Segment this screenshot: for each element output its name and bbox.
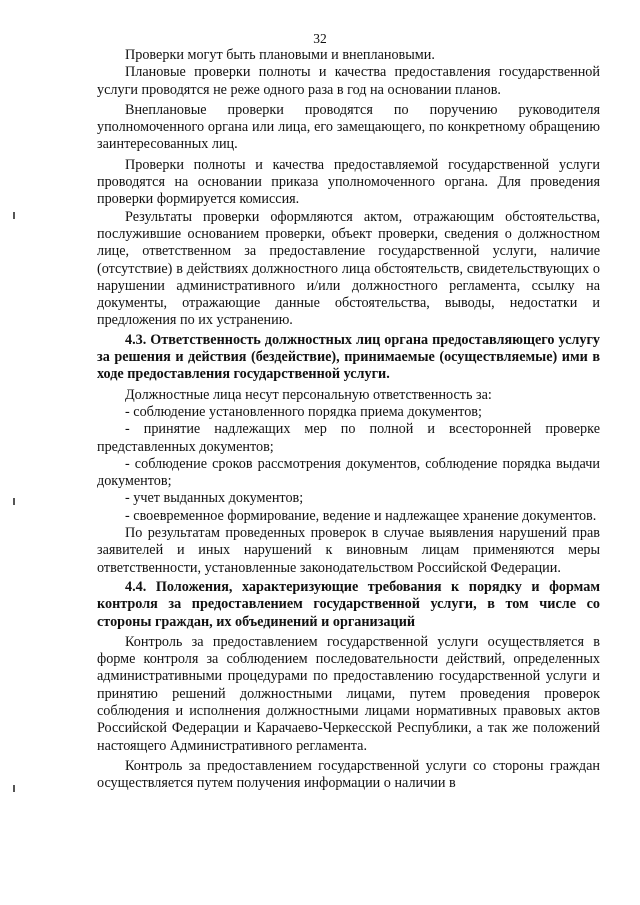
paragraph-violation-measures: По результатам проведенных проверок в случае выявления нарушений прав заявителей и иных нарушений к виновным лицам применяются меры ответственности, установленные законодательством Российской Федерации. [97,525,600,576]
responsibility-item: - соблюдение установленного порядка приема документов; [125,403,482,420]
paragraph-inspection-results: Результаты проверки оформляются актом, отражающим обстоятельства, послужившие основанием проверки, объект проверки, сведения о должностном лице, ответственном за предоставление государственной услуги, наличие (отсутствие) в действиях должностного лица обстоятельств, свидетельствующих о нарушении административного и/или должностного регламента, ссылку на документы, отражающие данные обстоятельства, выводы, недостатки и предложения по их устранению. [97,208,600,329]
responsibility-item: - своевременное формирование, ведение и надлежащее хранение документов. [125,507,597,524]
paragraph-unplanned-inspections: Внеплановые проверки проводятся по поручению руководителя уполномоченного органа или лица, его замещающего, по конкретному обращению заинтересованных лиц. [97,101,600,153]
page-number: 32 [313,31,327,46]
paragraph-planned-inspections: Плановые проверки полноты и качества предоставления государственной услуги проводятся не реже одного раза в год на основании планов. [97,64,600,98]
responsibility-item: - соблюдение сроков рассмотрения документов, соблюдение порядка выдачи документов; [97,455,600,490]
section-4-4-heading: 4.4. Положения, характеризующие требования к порядку и формам контроля за предоставлением государственной услуги, в том числе со стороны граждан, их объединений и организаций [97,578,600,630]
margin-mark [13,212,15,219]
responsibility-item: - принятие надлежащих мер по полной и всесторонней проверке представленных документов; [97,421,600,455]
margin-mark [13,498,15,505]
section-4-3-heading: 4.3. Ответственность должностных лиц органа предоставляющего услугу за решения и действия (бездействие), принимаемые (осуществляемые) ими в ходе предоставления государственной услуги. [97,331,600,383]
paragraph-inspection-basis: Проверки полноты и качества предоставляемой государственной услуги проводятся на основании приказа уполномоченного органа. Для проведения проверки формируется комиссия. [97,156,600,208]
responsibility-intro: Должностные лица несут персональную ответственность за: [125,386,492,403]
document-body [97,47,600,792]
margin-mark [13,785,15,792]
responsibility-item: - учет выданных документов; [125,490,304,507]
paragraph-inspection-types: Проверки могут быть плановыми и внеплановыми. [125,47,435,63]
paragraph-control-form: Контроль за предоставлением государственной услуги осуществляется в форме контроля за соблюдением последовательности действий, определенных административными процедурами по предоставлению государственной услуги и принятию решений должностными лицами, путем проведения проверок соблюдения и исполнения должностными лицами нормативных правовых актов Российской Федерации и Карачаево-Черкесской Республики, а так же положений настоящего Административного регламента. [97,633,600,754]
paragraph-citizen-control: Контроль за предоставлением государственной услуги со стороны граждан осуществляется путем получения информации о наличии в [97,757,600,792]
